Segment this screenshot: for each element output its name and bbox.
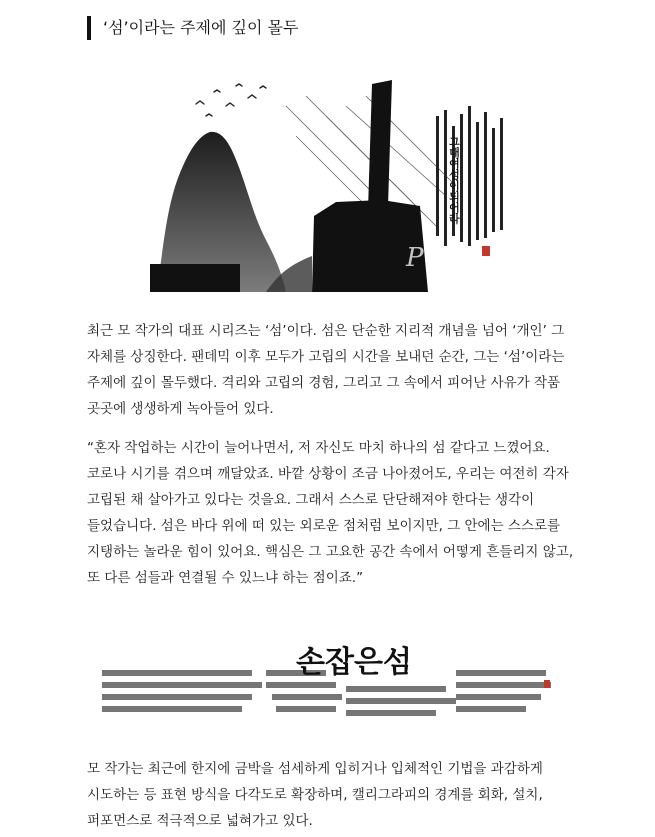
island-ink-painting-svg [136,66,520,292]
vertical-title: 그대여섬이되어라 [447,136,461,224]
scroll-seal [544,680,550,688]
watermark-bars: ᄑ [426,247,448,272]
section-heading: ‘섬’이라는 주제에 깊이 몰두 [87,16,298,40]
calligraphy-scroll-artwork [96,630,559,722]
calligraphy-scroll-svg [96,630,559,722]
ink-pillar [368,80,392,210]
calligraphy-columns [436,106,503,246]
article-paragraph-closing: 모 작가는 최근에 한지에 금박을 섬세하게 입히거나 입체적인 기법을 과감하게 시도하는 등 표현 방식을 다각도로 확장하며, 캘리그라피의 경계를 회화, 설치, 퍼포먼스로 적극적으로 넓혀가고 있다. [87,761,543,829]
watermark-text: P [406,243,424,273]
article-quote-paragraph: “혼자 작업하는 시간이 늘어나면서, 저 자신도 마치 하나의 섬 같다고 느꼈어요. 코로나 시기를 겪으며 깨달았죠. 바깥 상황이 조금 나아졌어도, 우리는 여전히 각자 고립된 채 살아가고 있다는 것을요. 그래서 스스로 단단해져야 한다는 생각이 들었습니다. 섬은 바다 위에 떠 있는 외로운 점처럼 보이지만, 그 안에는 스스로를 지탱하는 놀라운 힘이 있어요. 핵심은 그 고요한 공간 속에서 어떻게 흔들리지 않고, 또 다른 섬들과 연결될 수 있느냐 하는 점이죠.” [87,440,574,586]
ink-block-left [150,264,240,292]
bird-flock [196,84,266,116]
red-seal [482,246,490,256]
scroll-title: 손잡은섬 [296,645,412,680]
article-paragraph: 최근 모 작가의 대표 시리즈는 ‘섬’이다. 섬은 단순한 지리적 개념을 넘어 ‘개인’ 그 자체를 상징한다. 팬데믹 이후 모두가 고립의 시간을 보내던 순간, 그는 ‘섬’이라는 주제에 깊이 몰두했다. 격리와 고립의 경험, 그리고 그 속에서 피어난 사유가 작품 곳곳에 생생하게 녹아들어 있다. [87,323,565,417]
island-ink-painting [136,66,520,292]
